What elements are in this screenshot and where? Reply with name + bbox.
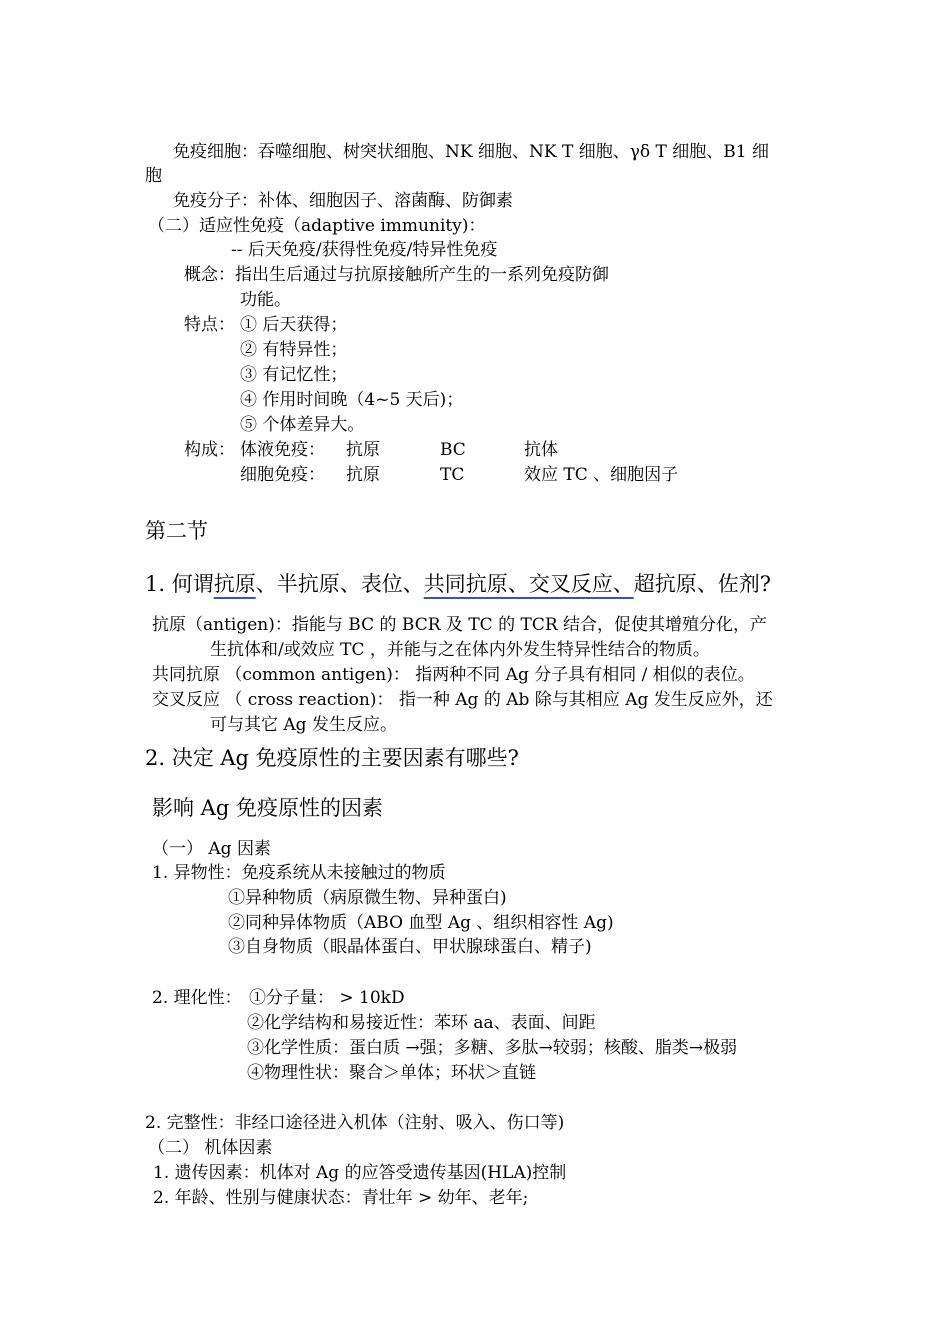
- question-1-term-antigen: 抗原: [213, 572, 256, 596]
- foreignness-item: ①异种物质（病原微生物、异种蛋白): [228, 888, 507, 908]
- composition-type: 体液免疫：: [240, 440, 325, 460]
- ag-factors-heading: （一） Ag 因素: [152, 839, 271, 859]
- feature-item: ② 有特异性；: [240, 340, 348, 360]
- question-1-prefix: 1. 何谓: [145, 572, 214, 596]
- section-title: 第二节: [145, 519, 208, 543]
- adaptive-immunity-heading: （二）适应性免疫（adaptive immunity)：: [148, 216, 486, 236]
- question-1-title: [145, 570, 771, 598]
- foreignness-line: 1. 异物性：免疫系统从未接触过的物质: [152, 863, 446, 883]
- immunogenicity-factors-subtitle: 影响 Ag 免疫原性的因素: [152, 796, 383, 820]
- immune-cells-line-wrap: 胞: [145, 166, 162, 186]
- age-sex-health-line: 2. 年龄、性别与健康状态：青壮年 > 幼年、老年;: [153, 1188, 529, 1208]
- integrity-line: 2. 完整性：非经口途径进入机体（注射、吸入、伤口等): [145, 1113, 565, 1133]
- antigen-definition-wrap: 生抗体和/或效应 TC ，并能与之在体内外发生特异性结合的物质。: [210, 640, 710, 660]
- composition-cell: BC: [440, 440, 466, 460]
- feature-item: ④ 作用时间晚（4~5 天后)；: [240, 390, 464, 410]
- physchem-item: ②化学结构和易接近性：苯环 aa、表面、间距: [247, 1013, 596, 1033]
- foreignness-item: ③自身物质（眼晶体蛋白、甲状腺球蛋白、精子): [228, 937, 592, 957]
- immune-cells-line: 免疫细胞：吞噬细胞、树突状细胞、NK 细胞、NK T 细胞、γδ T 细胞、B1 细: [173, 142, 769, 162]
- features-label: 特点：: [184, 315, 235, 335]
- physchem-item: ④物理性状：聚合＞单体；环状＞直链: [247, 1063, 536, 1083]
- concept-line-wrap: 功能。: [240, 290, 291, 310]
- composition-effector: 效应 TC 、细胞因子: [524, 465, 679, 485]
- immune-molecules-line: 免疫分子：补体、细胞因子、溶菌酶、防御素: [173, 191, 513, 211]
- question-1-term-common-cross: 共同抗原、交叉反应、: [423, 572, 634, 596]
- physchem-item: ③化学性质：蛋白质 →强；多糖、多肽→较弱；核酸、脂类→极弱: [247, 1038, 738, 1058]
- common-antigen-definition: 共同抗原 （common antigen)： 指两种不同 Ag 分子具有相同 / 相似的表位。: [152, 665, 755, 685]
- cross-reaction-definition-wrap: 可与其它 Ag 发生反应。: [210, 715, 397, 735]
- question-1-suffix: 超抗原、佐剂?: [633, 572, 771, 596]
- composition-effector: 抗体: [524, 440, 558, 460]
- physchem-label: 2. 理化性：: [152, 988, 242, 1008]
- composition-cell: TC: [440, 465, 465, 485]
- composition-antigen: 抗原: [346, 465, 380, 485]
- composition-type: 细胞免疫：: [240, 465, 325, 485]
- composition-label: 构成：: [184, 440, 235, 460]
- antigen-definition: 抗原（antigen)：指能与 BC 的 BCR 及 TC 的 TCR 结合，促使其增殖分化，产: [152, 615, 768, 635]
- feature-item: ③ 有记忆性；: [240, 365, 348, 385]
- cross-reaction-definition: 交叉反应 （ cross reaction)： 指一种 Ag 的 Ab 除与其相应 Ag 发生反应外，还: [152, 690, 773, 710]
- concept-line: 概念：指出生后通过与抗原接触所产生的一系列免疫防御: [184, 265, 609, 285]
- adaptive-aliases: -- 后天免疫/获得性免疫/特异性免疫: [231, 240, 498, 260]
- question-2-title: 2. 决定 Ag 免疫原性的主要因素有哪些?: [145, 746, 519, 770]
- physchem-item: ①分子量： > 10kD: [249, 988, 405, 1008]
- question-1-mid: 、半抗原、表位、: [255, 572, 424, 596]
- genetic-factor-line: 1. 遗传因素：机体对 Ag 的应答受遗传基因(HLA)控制: [153, 1163, 567, 1183]
- feature-item: ① 后天获得；: [240, 315, 348, 335]
- feature-item: ⑤ 个体差异大。: [240, 415, 365, 435]
- host-factors-heading: （二） 机体因素: [148, 1138, 273, 1158]
- foreignness-item: ②同种异体物质（ABO 血型 Ag 、组织相容性 Ag): [228, 913, 614, 933]
- composition-antigen: 抗原: [346, 440, 380, 460]
